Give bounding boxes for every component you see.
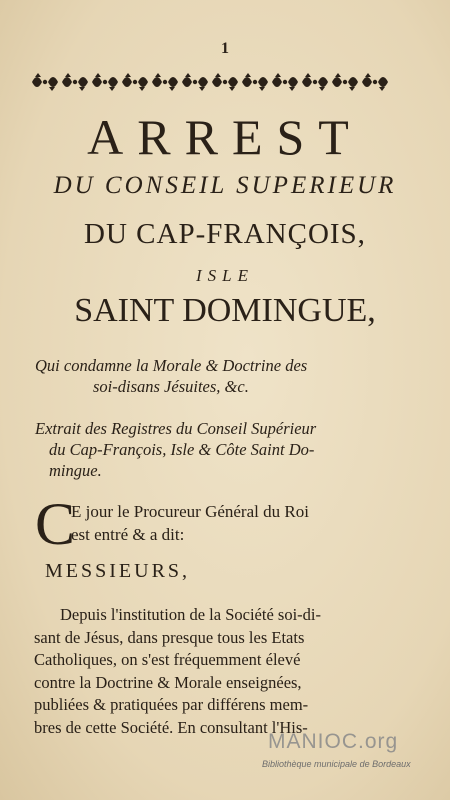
- subtitle-line-2: soi-disans Jésuites, &c.: [93, 377, 249, 396]
- extrait-line-2: du Cap-François, Isle & Côte Saint Do-: [49, 440, 315, 459]
- body-paragraph: [34, 604, 404, 739]
- body-line: contre la Doctrine & Morale enseignées,: [34, 672, 302, 692]
- library-credit: Bibliothèque municipale de Bordeaux: [262, 759, 411, 769]
- title-saint-domingue: SAINT DOMINGUE,: [74, 292, 376, 329]
- opening-line-2: est entré & a dit:: [71, 525, 185, 544]
- extrait-block: [35, 418, 405, 481]
- opening-line-1: E jour le Procureur Général du Roi: [71, 502, 309, 521]
- ornament-band: [30, 70, 400, 94]
- body-line: publiées & pratiquées par différens mem-: [34, 695, 309, 714]
- extrait-line-1: Extrait des Registres du Conseil Supérieur: [35, 419, 317, 438]
- salutation: MESSIEURS,: [45, 560, 191, 582]
- body-line: Depuis l'institution de la Société soi-di-: [60, 605, 321, 624]
- body-line: sant de Jésus, dans presque tous les Etats: [34, 627, 305, 647]
- title-arrest: ARREST: [87, 109, 363, 165]
- title-isle: ISLE: [196, 266, 254, 285]
- body-line: Catholiques, on s'est fréquemment élevé: [34, 650, 301, 669]
- title-conseil: DU CONSEIL SUPERIEUR: [53, 172, 397, 199]
- title-cap-francois: DU CAP-FRANÇOIS,: [84, 218, 366, 250]
- manioc-watermark-logo: MANIOC.org: [268, 730, 399, 753]
- body-line: bres de cette Société. En consultant l'His-: [34, 717, 308, 737]
- opening-paragraph: [35, 491, 405, 557]
- drop-cap: C: [35, 491, 76, 557]
- page-number: 1: [221, 40, 229, 57]
- subtitle-line-1: Qui condamne la Morale & Doctrine des: [35, 356, 308, 375]
- subtitle-block: [35, 355, 405, 397]
- extrait-line-3: mingue.: [49, 461, 102, 480]
